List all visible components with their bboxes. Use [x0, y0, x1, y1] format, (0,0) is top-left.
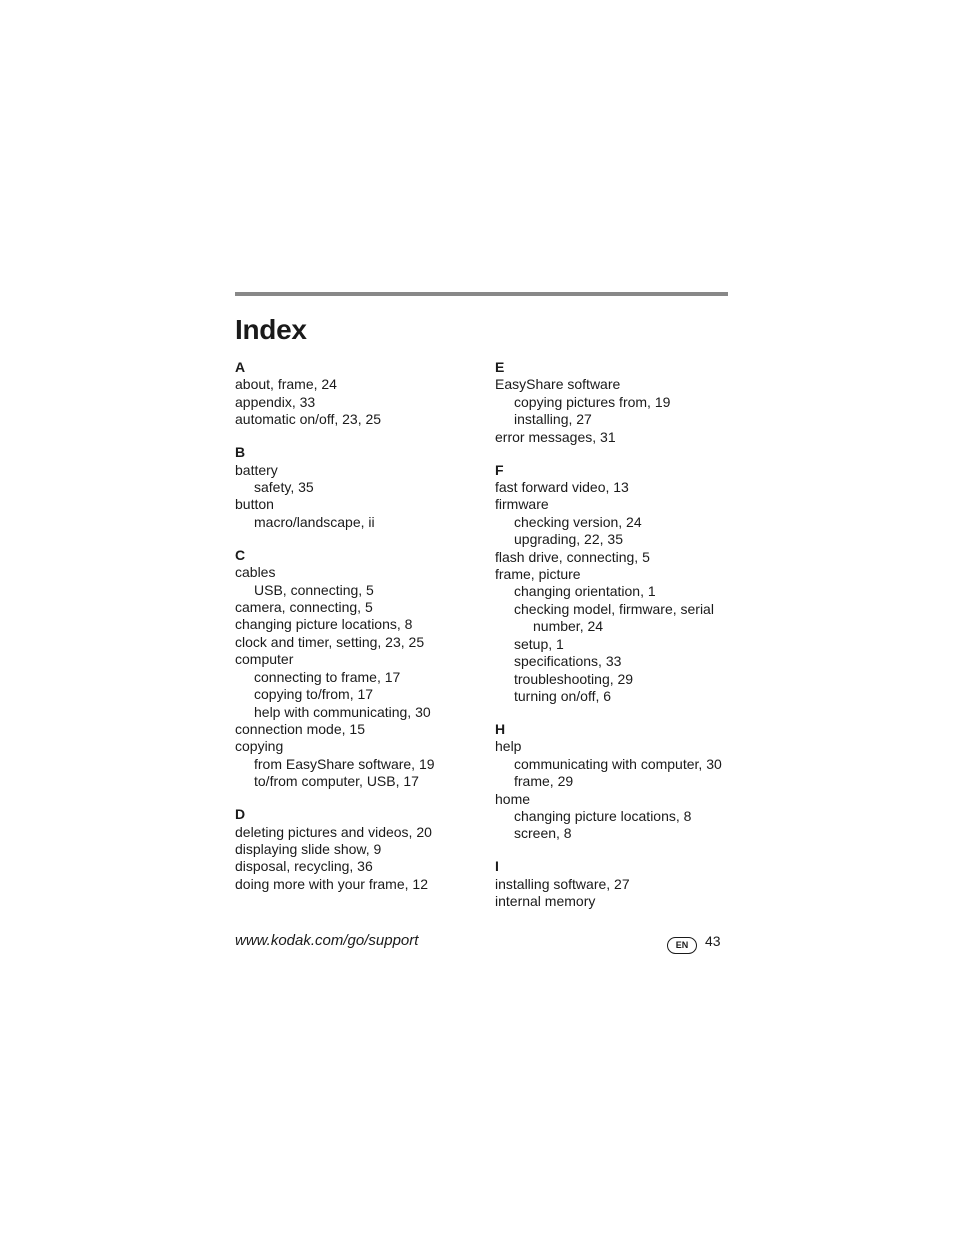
- index-subentry: turning on/off, 6: [514, 687, 612, 704]
- index-entry: appendix, 33: [235, 393, 316, 410]
- index-entry: computer: [235, 651, 294, 668]
- index-subentry: screen, 8: [514, 825, 572, 842]
- index-entry: camera, connecting, 5: [235, 599, 373, 616]
- index-letter-heading: A: [235, 359, 246, 375]
- index-letter-heading: C: [235, 546, 246, 563]
- language-badge-icon: EN: [667, 937, 697, 954]
- index-entry: battery: [235, 461, 278, 478]
- index-subentry: checking model, firmware, serial: [514, 600, 714, 617]
- index-entry: EasyShare software: [495, 376, 621, 393]
- index-subentry: safety, 35: [254, 479, 314, 496]
- index-entry: home: [495, 790, 531, 807]
- index-subentry: communicating with computer, 30: [514, 755, 722, 772]
- index-entry: fast forward video, 13: [495, 479, 629, 496]
- index-letter-heading: D: [235, 806, 246, 823]
- index-subentry: copying pictures from, 19: [514, 393, 671, 410]
- index-entry: clock and timer, setting, 23, 25: [235, 633, 425, 650]
- index-column-left: [235, 359, 485, 909]
- index-subentry: number, 24: [533, 618, 604, 635]
- index-entry: displaying slide show, 9: [235, 840, 382, 857]
- index-column-right: [495, 359, 735, 926]
- index-subentry: installing, 27: [514, 411, 592, 428]
- index-subentry: troubleshooting, 29: [514, 670, 634, 687]
- page-number: 43: [705, 933, 721, 949]
- index-subentry: changing picture locations, 8: [514, 807, 692, 824]
- page-title: Index: [235, 314, 307, 345]
- index-entry: about, frame, 24: [235, 376, 337, 393]
- index-entry: automatic on/off, 23, 25: [235, 411, 382, 428]
- index-group: [235, 806, 485, 893]
- index-group: [495, 858, 735, 910]
- index-subentry: connecting to frame, 17: [254, 668, 401, 685]
- index-subentry: upgrading, 22, 35: [514, 531, 623, 548]
- index-entry: flash drive, connecting, 5: [495, 548, 650, 565]
- index-subentry: checking version, 24: [514, 513, 642, 530]
- index-letter-heading: H: [495, 720, 506, 737]
- index-entry: disposal, recycling, 36: [235, 858, 373, 875]
- index-entry: connection mode, 15: [235, 720, 365, 737]
- index-entry: copying: [235, 738, 284, 755]
- index-subentry: copying to/from, 17: [254, 686, 374, 703]
- index-entry: frame, picture: [495, 566, 581, 583]
- index-group: [235, 444, 485, 531]
- index-entry: cables: [235, 564, 276, 581]
- index-letter-heading: F: [495, 461, 504, 478]
- index-letter-heading: B: [235, 444, 246, 461]
- index-subentry: changing orientation, 1: [514, 583, 656, 600]
- index-entry: error messages, 31: [495, 428, 616, 445]
- index-subentry: specifications, 33: [514, 653, 622, 670]
- index-group: [495, 462, 735, 706]
- index-subentry: setup, 1: [514, 635, 564, 652]
- index-subentry: USB, connecting, 5: [254, 581, 374, 598]
- footer-support-link[interactable]: www.kodak.com/go/support: [235, 932, 419, 949]
- index-subentry: from EasyShare software, 19: [254, 755, 435, 772]
- index-subentry: to/from computer, USB, 17: [254, 773, 419, 790]
- index-entry: help: [495, 738, 522, 755]
- index-group: [235, 547, 485, 791]
- index-letter-heading: E: [495, 359, 505, 375]
- index-entry: button: [235, 496, 274, 513]
- index-entry: internal memory: [495, 893, 596, 910]
- header-rule: [235, 292, 728, 296]
- index-group: [235, 359, 485, 429]
- index-subentry: help with communicating, 30: [254, 703, 431, 720]
- index-entry: deleting pictures and videos, 20: [235, 823, 432, 840]
- index-group: [495, 359, 735, 446]
- index-group: [495, 721, 735, 843]
- index-subentry: frame, 29: [514, 773, 574, 790]
- index-subentry: macro/landscape, ii: [254, 513, 375, 530]
- index-letter-heading: I: [495, 858, 499, 875]
- index-entry: doing more with your frame, 12: [235, 875, 428, 892]
- index-entry: changing picture locations, 8: [235, 616, 413, 633]
- index-entry: firmware: [495, 496, 549, 513]
- index-entry: installing software, 27: [495, 875, 630, 892]
